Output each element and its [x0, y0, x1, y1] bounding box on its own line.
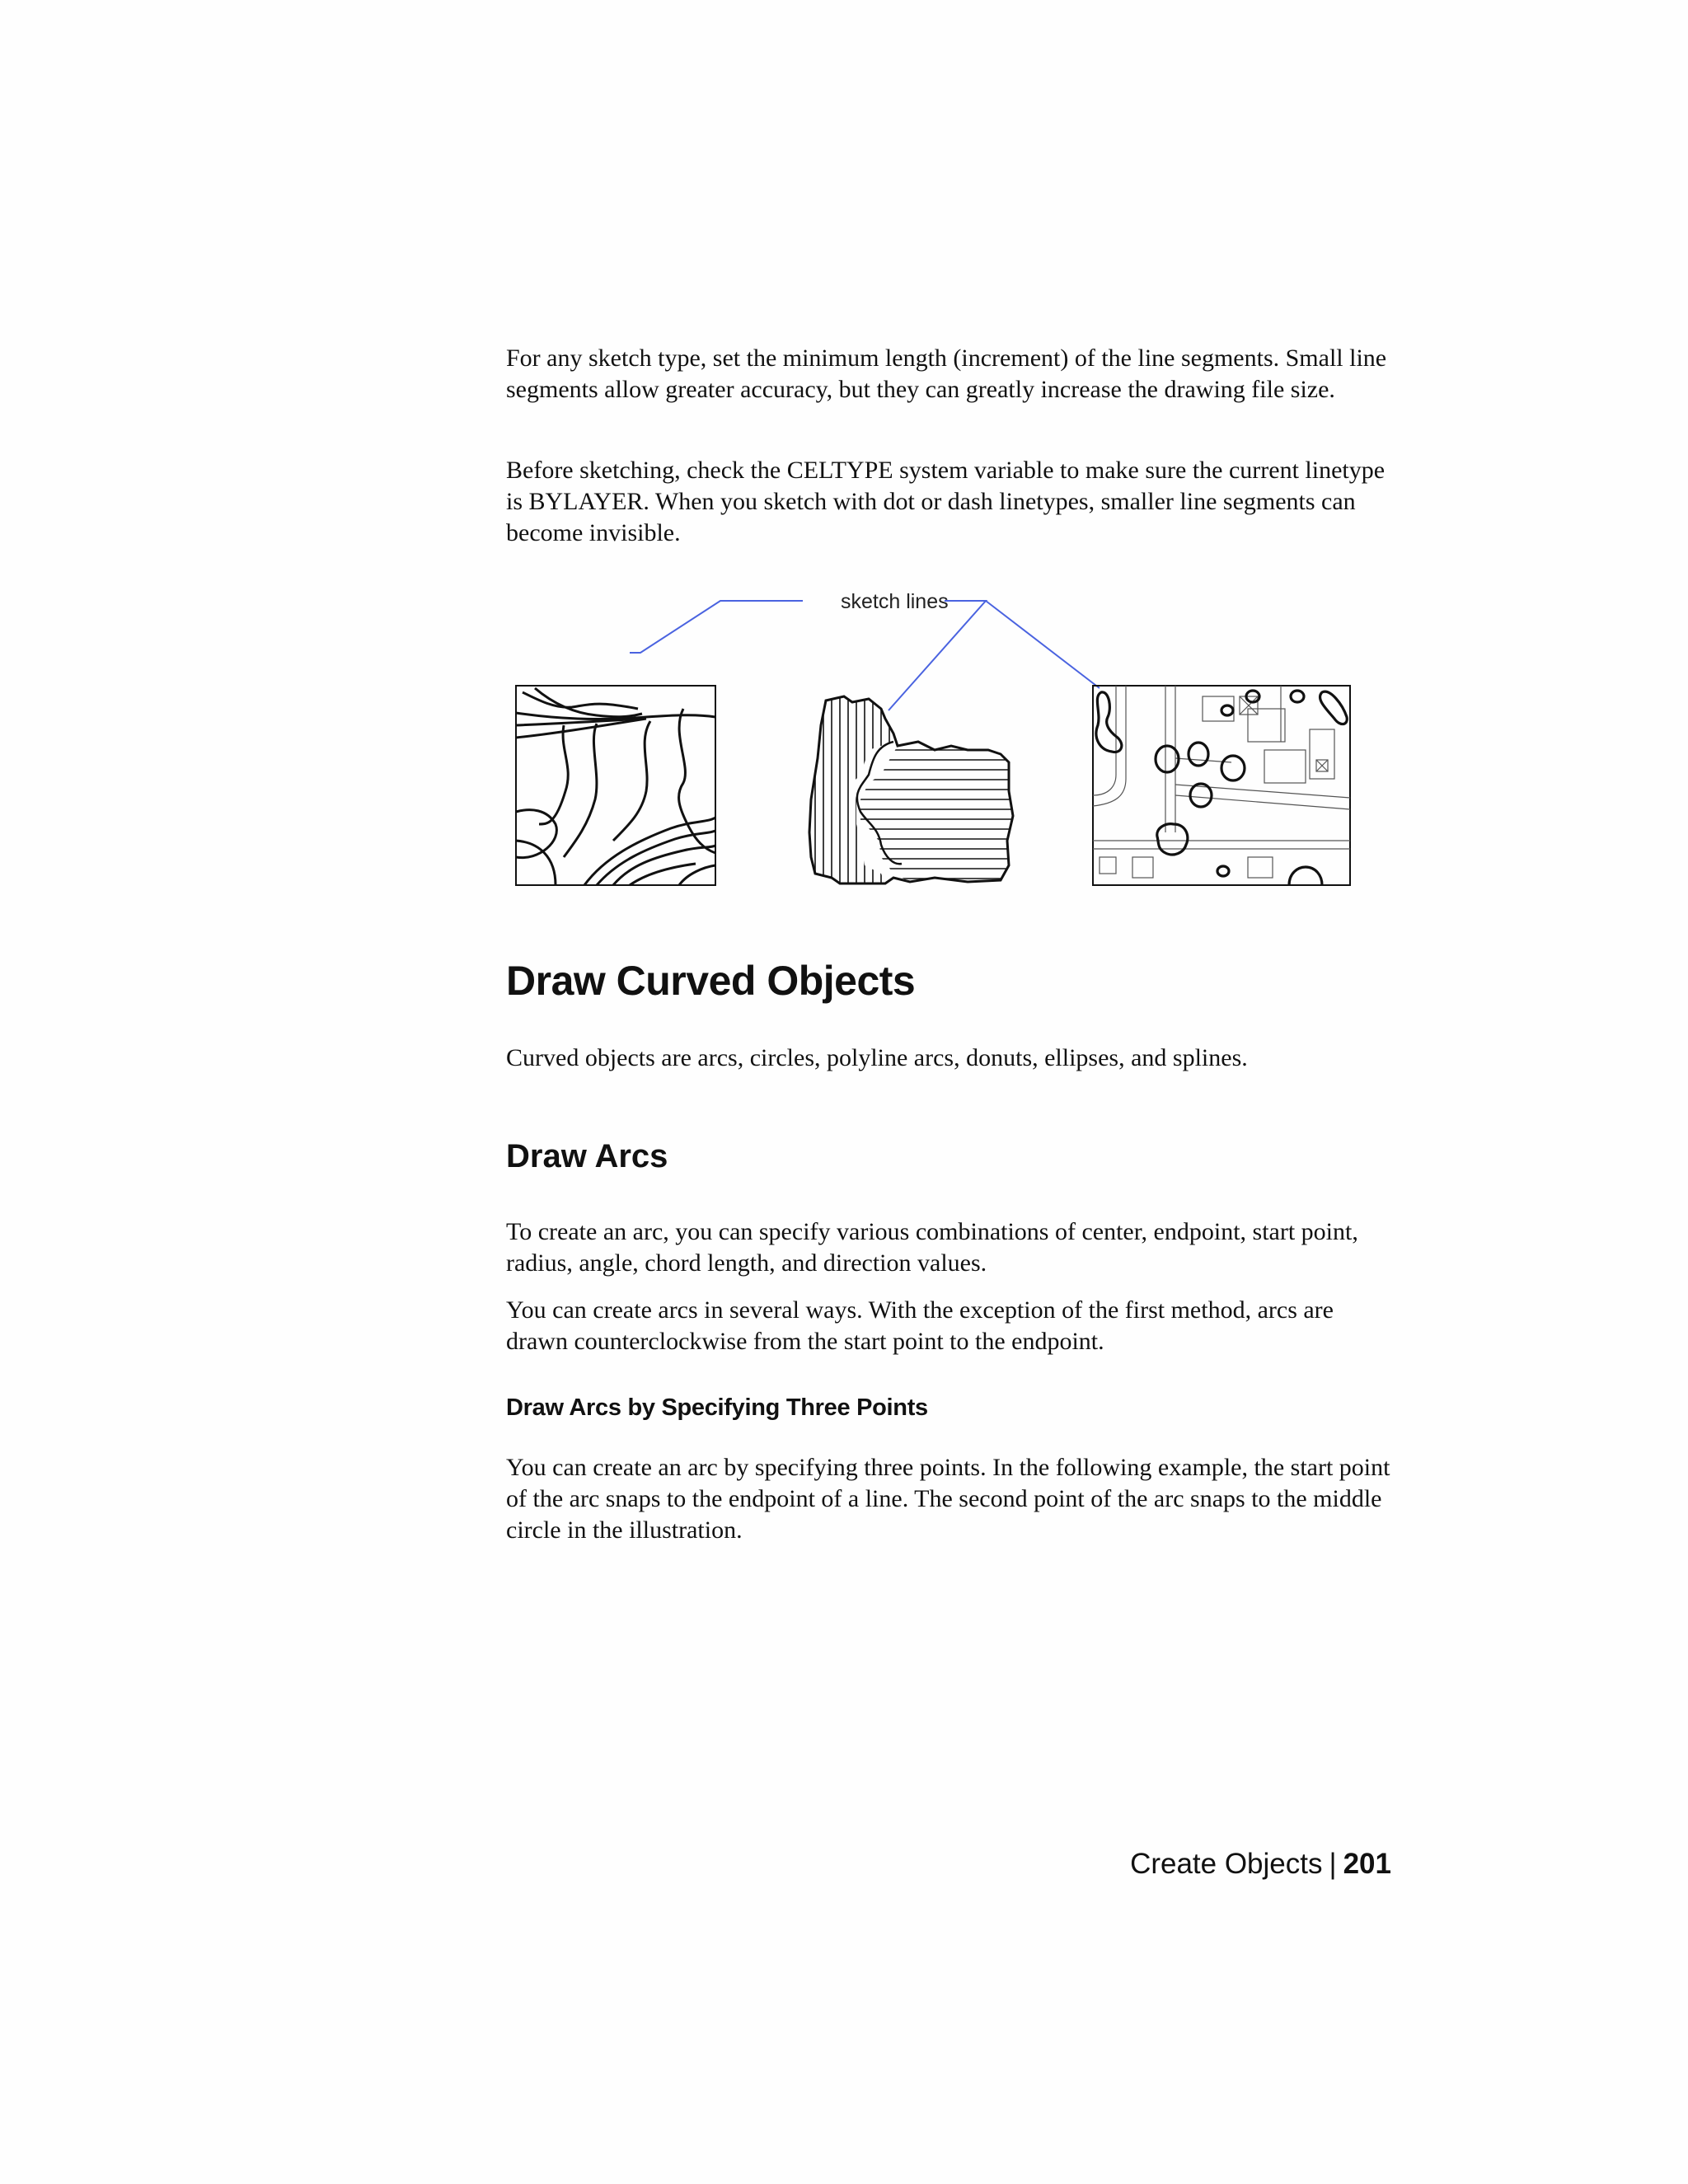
footer-separator: | [1329, 1848, 1337, 1880]
map-sketch-panel [1093, 686, 1350, 885]
paragraph-increment: For any sketch type, set the minimum length (increment) of the line segments. Small line segments allow greater accuracy, but they can greatly increase the drawing file size. [506, 344, 1387, 403]
callout-leader-right [986, 601, 1100, 688]
paragraph-create-arc: To create an arc, you can specify various combinations of center, endpoint, start point, radius, angle, chord length, and direction values. [506, 1218, 1358, 1277]
sketch-lines-figure [506, 577, 1363, 898]
paragraph-celtype: Before sketching, check the CELTYPE system variable to make sure the current linetype is BYLAYER. When you sketch with dot or dash linetypes, smaller line segments can become invisible. [506, 457, 1386, 546]
heading-draw-curved-objects: Draw Curved Objects [506, 958, 916, 1004]
paragraph-several-ways: You can create arcs in several ways. With the exception of the first method, arcs are drawn counterclockwise from the start point to the endpoint. [506, 1296, 1334, 1355]
heading-three-points: Draw Arcs by Specifying Three Points [506, 1394, 928, 1421]
paragraph-curved: Curved objects are arcs, circles, polyline arcs, donuts, ellipses, and splines. [506, 1044, 1248, 1071]
hatch-sketch-panel [809, 684, 1017, 890]
callout-leader-left [630, 601, 803, 653]
contour-sketch-panel [516, 686, 715, 885]
paragraph-three-points: You can create an arc by specifying three points. In the following example, the start point of the arc snaps to the endpoint of a line. The second point of the arc snaps to the middle circle in the illustration. [506, 1454, 1390, 1544]
footer-section: Create Objects [1130, 1848, 1323, 1880]
callout-label: sketch lines [841, 590, 949, 613]
page-number: 201 [1343, 1848, 1391, 1880]
heading-draw-arcs: Draw Arcs [506, 1138, 668, 1174]
page-footer [1130, 1846, 1391, 1882]
callout-leader-middle [889, 601, 986, 710]
callout-leaders [630, 601, 1100, 710]
